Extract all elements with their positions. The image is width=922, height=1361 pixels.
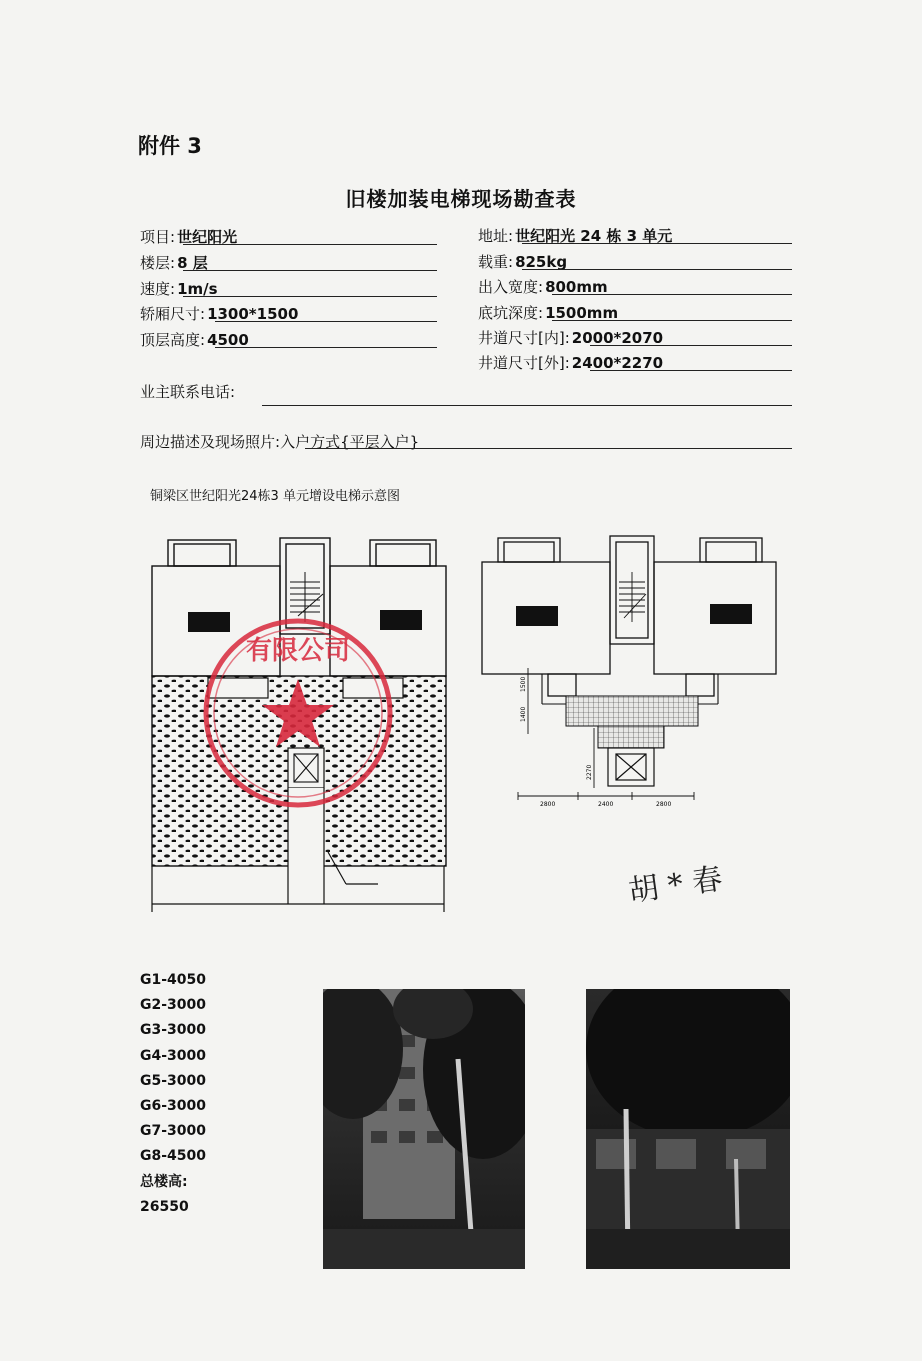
svg-text:有限公司: 有限公司: [245, 636, 351, 666]
field-shaft-inner-label: 井道尺寸[内]:: [478, 329, 570, 347]
floor-heights-list: [140, 968, 206, 1220]
dim-label: 2400: [598, 801, 614, 807]
underline: [590, 370, 792, 371]
underline: [262, 405, 792, 406]
floor-height-item: G2-3000: [140, 997, 207, 1014]
total-height-label: 总楼高:: [140, 1173, 188, 1190]
underline: [215, 347, 437, 348]
total-height-value: 26550: [140, 1198, 189, 1215]
underline: [183, 270, 437, 271]
field-project-label: 项目:: [140, 228, 176, 246]
underline: [552, 320, 792, 321]
underline: [305, 448, 792, 449]
page-title: 旧楼加装电梯现场勘查表: [345, 187, 577, 211]
underline: [183, 296, 437, 297]
field-entry-width-label: 出入宽度:: [478, 278, 544, 296]
field-car-size-value: 1300*1500: [207, 305, 299, 323]
field-shaft-outer-label: 井道尺寸[外]:: [478, 354, 570, 372]
site-photo-2: [586, 989, 790, 1269]
handwritten-signature: 胡 * 春: [626, 861, 725, 910]
field-speed-label: 速度:: [140, 280, 176, 298]
diagram-caption: 铜梁区世纪阳光24栋3 单元增设电梯示意图: [150, 489, 400, 504]
field-owner-phone: [140, 381, 237, 402]
attachment-label: 附件 3: [138, 134, 202, 158]
underline: [183, 244, 437, 245]
dim-label: 1500: [520, 676, 527, 692]
floor-height-item: G1-4050: [140, 972, 207, 988]
field-pit-depth-label: 底坑深度:: [478, 304, 544, 322]
floor-height-item: G7-3000: [140, 1123, 207, 1140]
field-project-value: 世纪阳光: [177, 228, 238, 246]
underline: [590, 345, 792, 346]
dim-label: 2800: [656, 801, 672, 807]
floor-plan-right: [478, 532, 788, 807]
field-surroundings-label: 周边描述及现场照片:: [140, 433, 281, 451]
underline: [522, 243, 792, 244]
field-entry-width-value: 800mm: [545, 278, 608, 296]
field-top-height-label: 顶层高度:: [140, 331, 206, 349]
field-top-height-value: 4500: [207, 331, 249, 349]
floor-height-item: G8-4500: [140, 1148, 207, 1165]
underline: [552, 294, 792, 295]
field-load-value: 825kg: [515, 253, 568, 271]
field-address-value: 世纪阳光 24 栋 3 单元: [515, 227, 673, 245]
underline: [215, 321, 437, 322]
field-load-label: 载重:: [478, 253, 514, 271]
dim-label: 2270: [586, 764, 593, 780]
field-surroundings-value: 入户方式{平层入户}: [280, 433, 420, 451]
field-shaft-outer-value: 2400*2270: [571, 354, 664, 372]
company-seal: [200, 615, 396, 811]
floor-height-item: G5-3000: [140, 1072, 207, 1089]
site-photo-1: [323, 989, 525, 1269]
field-pit-depth-value: 1500mm: [545, 304, 619, 322]
field-owner-phone-label: 业主联系电话:: [140, 383, 236, 401]
floor-height-item: G4-3000: [140, 1047, 207, 1064]
floor-height-item: G6-3000: [140, 1098, 207, 1115]
redacted-block: [710, 604, 752, 624]
field-address-label: 地址:: [478, 227, 514, 245]
field-shaft-inner-value: 2000*2070: [571, 329, 664, 347]
redacted-block: [516, 606, 558, 626]
dim-label: 1400: [520, 706, 527, 722]
field-speed-value: 1m/s: [177, 280, 218, 298]
field-car-size-label: 轿厢尺寸:: [140, 305, 206, 323]
dim-label: 2800: [540, 801, 556, 807]
field-floors-label: 楼层:: [140, 254, 176, 272]
underline: [522, 269, 792, 270]
field-floors-value: 8 层: [177, 254, 208, 272]
floor-height-item: G3-3000: [140, 1022, 207, 1039]
